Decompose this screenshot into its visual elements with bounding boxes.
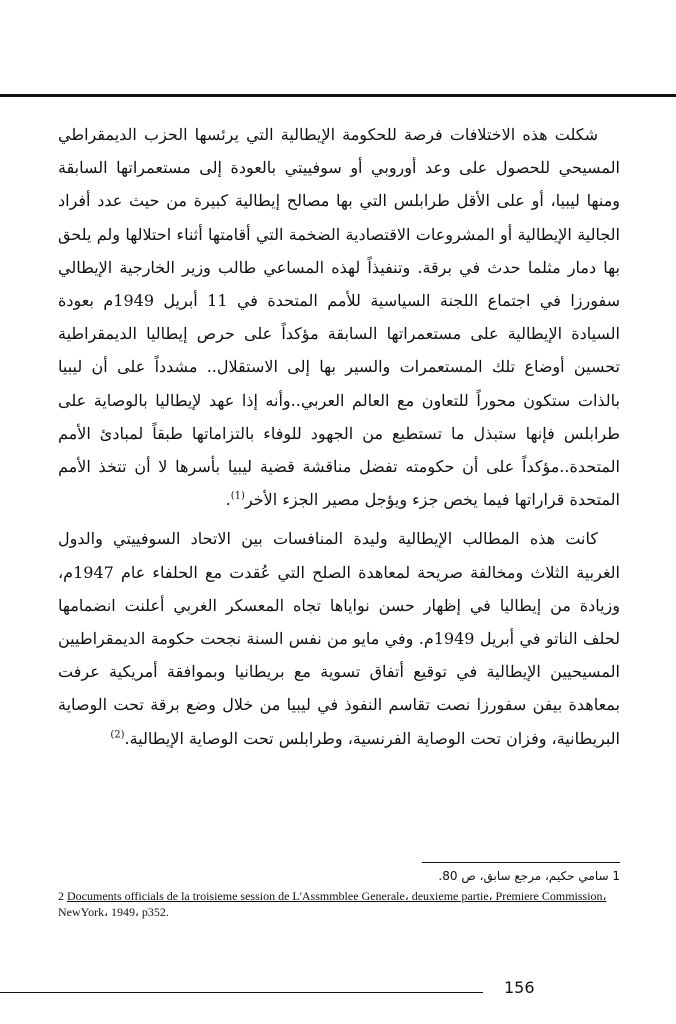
body-text bbox=[58, 118, 620, 755]
footnote-2-number: 2 bbox=[58, 889, 67, 903]
paragraph-2 bbox=[58, 522, 620, 754]
page-number: 156 bbox=[504, 978, 535, 997]
paragraph-1 bbox=[58, 118, 620, 516]
footnote-2-publication: NewYork، 1949، p352. bbox=[58, 905, 169, 919]
paragraph-1-end: . bbox=[225, 490, 231, 510]
footnote-ref-1: (1) bbox=[230, 490, 245, 502]
paragraph-1-text: شكلت هذه الاختلافات فرصة للحكومة الإيطالية التي يرئسها الحزب الديمقراطي المسيحي للحصول على وعد أوروبي أو سوفييتي بالعودة إلى مستعمراتها السابقة ومنها ليبيا، أو على الأقل طرابلس التي بها مصالح إيطالية كبيرة من حيث عدد أفراد الجالية الإيطالية أو المشروعات الاقتصادية الضخمة التي أقامتها أثناء احتلالها ولم يلحق بها دمار مثلما حدث في برقة. وتنفيذاً لهذه المساعي طالب وزير الخارجية الإيطالي سفورزا في اجتماع اللجنة السياسية للأمم المتحدة في 11 أبريل 1949م بعودة السيادة الإيطالية على مستعمراتها السابقة مؤكداً على حرص إيطاليا الديمقراطية تحسين أوضاع تلك المستعمرات والسير بها إلى الاستقلال.. مشدداً على أن ليبيا بالذات ستكون محوراً للتعاون مع العالم العربي..وأنه إذا عهد لإيطاليا بالوصاية على طرابلس فإنها ستبذل ما تستطيع من الجهود للوفاء بالتزاماتها طبقاً لمبادئ الأمم المتحدة..مؤكداً على أن حكومته تفضل مناقشة قضية ليبيا بأسرها لا أن تتخذ الأمم المتحدة قراراتها فيما يخص جزء ويؤجل مصير الجزء الأخر bbox=[58, 125, 621, 510]
footnote-ref-2: (2) bbox=[110, 729, 125, 741]
footnote-1: 1 سامي حكيم، مرجع سابق، ص 80. bbox=[438, 869, 620, 883]
footnote-2 bbox=[58, 888, 620, 920]
paragraph-2-text: كانت هذه المطالب الإيطالية وليدة المنافسات بين الاتحاد السوفييتي والدول الغربية الثلاث ومخالفة صريحة لمعاهدة الصلح التي عُقدت مع الحلفاء عام 1947م، وزيادة من إيطاليا في إظهار حسن نواياها تجاه المعسكر الغربي أعلنت انضمامها لحلف الناتو في أبريل 1949م. وفي مايو من نفس السنة نجحت حكومة الديمقراطيين المسيحيين الإيطالية في توقيع أتفاق تسوية مع بريطانيا وبموافقة أمريكية عرفت بمعاهدة بيفن سفورزا نصت تقاسم النفوذ في ليبيا من خلال وضع برقة تحت الوصاية البريطانية، وفزان تحت الوصاية الفرنسية، وطرابلس تحت الوصاية الإيطالية. bbox=[58, 529, 620, 748]
footer-rule bbox=[0, 992, 483, 993]
footnote-2-title: Documents officials de la troisieme session de L'Assmmblee Generale، deuxieme partie، Premiere Commission، bbox=[67, 889, 607, 903]
footnote-rule bbox=[422, 862, 620, 863]
header-rule bbox=[0, 94, 676, 97]
